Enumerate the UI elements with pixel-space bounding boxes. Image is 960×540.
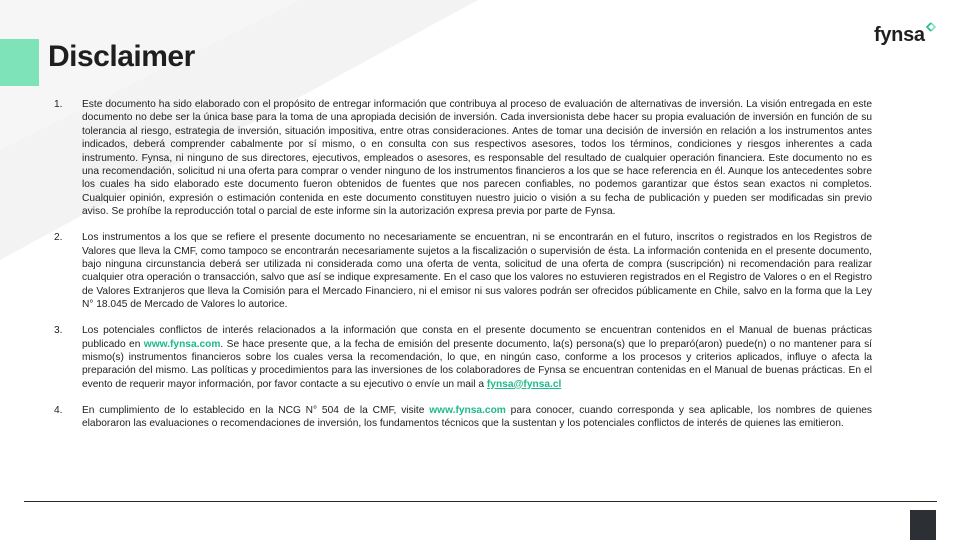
item-number: 1. bbox=[54, 99, 63, 110]
item-text-part: . Se hace presente que, a la fecha de emisión del presente documento, la(s) persona(s) que lo preparó(aron) puede(n) o no mantener para sí mismo(s) instrumentos financieros sobre los cuales versa la recomendación, lo que, en ningún caso, conforme a los procesos y criterios aplicados, influye o afecta la preparación del mismo. Las políticas y procedimientos para las inversiones de los colaboradores de Fynsa se encuentran contenidas en el Manual de buenas prácticas. En el evento de requerir mayor información, por favor contacte a su ejecutivo o envíe un mail a bbox=[82, 338, 873, 390]
item-number: 2. bbox=[54, 232, 63, 244]
disclaimer-list bbox=[54, 98, 872, 443]
fynsa-logo bbox=[874, 24, 936, 47]
website-link[interactable]: www.fynsa.com bbox=[429, 404, 506, 416]
page-title: Disclaimer bbox=[48, 40, 195, 73]
list-item bbox=[54, 404, 872, 431]
page-number-box bbox=[910, 510, 936, 540]
item-text bbox=[82, 404, 872, 431]
footer-divider bbox=[24, 501, 937, 502]
item-text: Los instrumentos a los que se refiere el presente documento no necesariamente se encuentran, ni se encontrarán en el futuro, inscritos o registrados en los Registros de Valores que lleva la CMF, como tampoco se encontrarán necesariamente sujetos a la fiscalización o supervisión de ésta. La información contenida en el presente documento, bajo ninguna circunstancia deberá ser utilizada ni considerada como una oferta de venta, solicitud de una oferta de compra (suscripción) ni recomendación para realizar cualquier otra operación o transacción, salvo que así se indique expresamente. En el caso que los valores no estuvieren registrados en el Registro de Valores o en el Registro de Valores Extranjeros que lleva la Comisión para el Mercado Financiero, ni el emisor ni sus valores podrán ser ofrecidos públicamente en Chile, salvo en la forma que la Ley N° 18.045 de Mercado de Valores lo autorice. bbox=[82, 232, 872, 311]
website-link[interactable]: www.fynsa.com bbox=[143, 338, 221, 350]
item-number: 4. bbox=[54, 404, 63, 416]
item-text: Este documento ha sido elaborado con el propósito de entregar información que contribuya al proceso de evaluación de alternativas de inversión. La visión entregada en este documento no debe ser la única base para la toma de una apropiada decisión de inversión. Cada inversionista debe hacer su propia evaluación de inversión en función de su tolerancia al riesgo, estrategia de inversión, situación impositiva, entre otras consideraciones. Antes de tomar una decisión de inversión en relación a los instrumentos antes indicados, deberá comprender cabalmente por sí mismo, o en consulta con sus respectivos asesores, todos los términos, condiciones y riesgos inherentes a cada instrumento. Fynsa, ni ninguno de sus directores, ejecutivos, empleados o asesores, es responsable del resultado de cualquier operación financiera. Este documento no es una recomendación, solicitud ni una oferta para comprar o vender ninguno de los instrumentos financieros a los que se hace referencia en él. Aunque los antecedentes sobre los cuales ha sido elaborado este documento fueron obtenidos de fuentes que nos parecen confiables, no podemos garantizar que éstos sean exactos ni completos. Cualquier opinión, expresión o estimación contenida en este documento constituyen nuestro juicio o visión a su fecha de publicación y pueden ser modificadas sin previo aviso. Se prohíbe la reproducción total o parcial de este informe sin la autorización expresa previa por parte de Fynsa. bbox=[82, 99, 872, 218]
email-link[interactable]: fynsa@fynsa.cl bbox=[486, 378, 562, 390]
title-accent-bar bbox=[0, 39, 39, 86]
list-item bbox=[54, 324, 872, 391]
list-item bbox=[54, 98, 872, 219]
item-text bbox=[82, 324, 872, 391]
item-number: 3. bbox=[54, 325, 63, 337]
item-text-part: En cumplimiento de lo establecido en la NCG N° 504 de la CMF, visite bbox=[82, 404, 430, 416]
item-text-part: Los potenciales conflictos de interés relacionados a la información que consta en el presente documento se encuentran contenidos en el Manual de buenas prácticas publicado en bbox=[82, 325, 872, 350]
logo-text: fynsa bbox=[874, 24, 925, 46]
logo-diamond-icon bbox=[926, 22, 936, 34]
item-text-part: para conocer, cuando corresponda y sea aplicable, los nombres de quienes elaboraron las evaluaciones o recomendaciones de inversión, los fundamentos técnicos que la sustentan y los potenciales conflictos de interés de quienes las emitieron. bbox=[82, 404, 872, 430]
list-item bbox=[54, 231, 872, 311]
